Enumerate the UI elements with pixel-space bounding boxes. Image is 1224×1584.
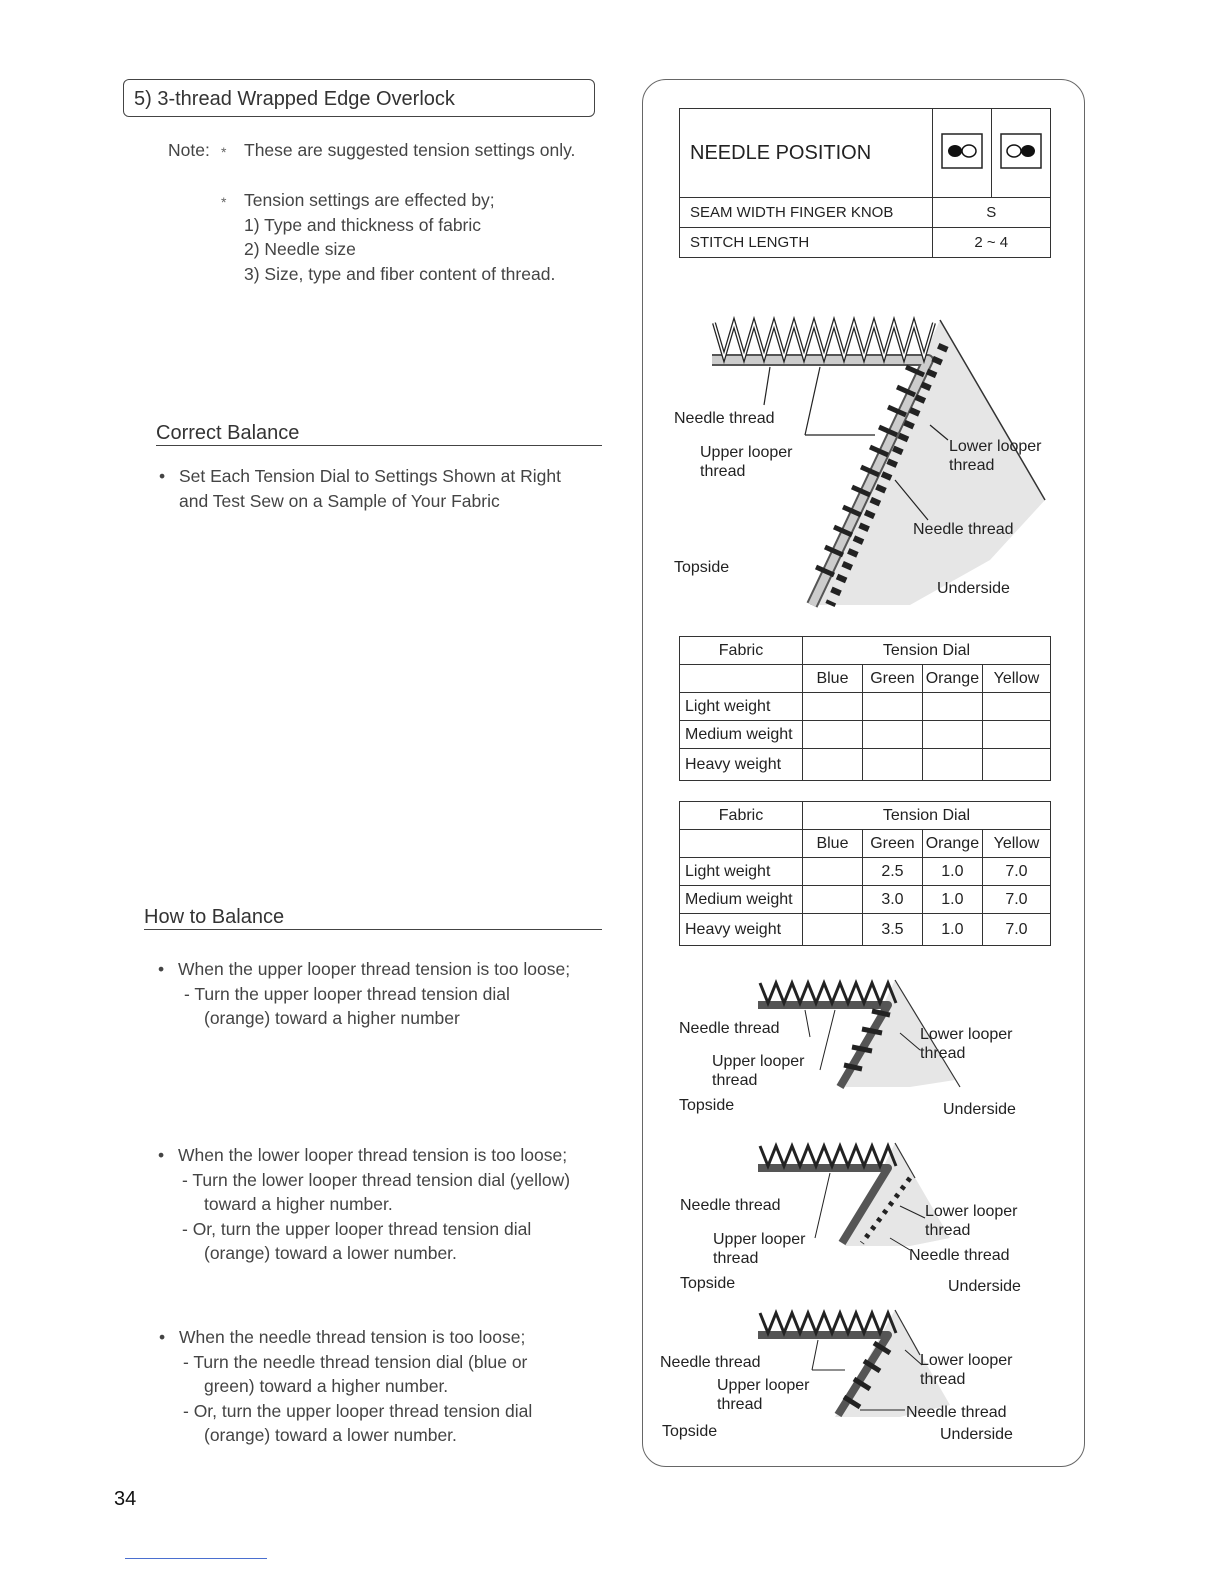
correct-balance-line-1: Set Each Tension Dial to Settings Shown at Right (179, 466, 561, 486)
table1-dial-header: Tension Dial (802, 637, 1050, 665)
d3-lower-looper-line-1: Lower looper (920, 1352, 1013, 1369)
table1-fabric-header: Fabric (680, 637, 803, 665)
d1-lower-looper-line-2: thread (920, 1045, 966, 1062)
tension-table-values (679, 801, 1051, 946)
table2-cell (802, 914, 862, 946)
note-line-2: Tension settings are effected by; (244, 190, 495, 210)
d1-upper-looper-label (712, 1052, 805, 1090)
table1-cell (862, 721, 922, 749)
table2-col-yellow: Yellow (982, 830, 1050, 858)
note-item-2: 2) Needle size (244, 239, 356, 259)
table2-cell (802, 858, 862, 886)
table2-cell: 7.0 (982, 914, 1050, 946)
main-underside-label: Underside (937, 580, 1010, 597)
balance-item-2-line-2: toward a higher number. (204, 1194, 393, 1214)
correct-balance-heading: Correct Balance (156, 422, 602, 446)
correct-balance-line-2: and Test Sew on a Sample of Your Fabric (179, 490, 500, 511)
table2-fabric-header: Fabric (680, 802, 803, 830)
d3-needle-thread-label-2: Needle thread (906, 1404, 1007, 1421)
bullet-dot: • (159, 466, 166, 486)
d2-lower-looper-line-1: Lower looper (925, 1203, 1018, 1220)
d2-lower-looper-label (925, 1202, 1018, 1240)
d3-upper-looper-line-2: thread (717, 1396, 763, 1413)
d2-topside-label: Topside (680, 1275, 736, 1292)
d3-lower-looper-label (920, 1351, 1013, 1389)
note-line-1: These are suggested tension settings only. (244, 140, 576, 160)
table2-cell: 7.0 (982, 886, 1050, 914)
balance-item-3-line-4: (orange) toward a lower number. (204, 1425, 457, 1445)
table1-cell (982, 749, 1050, 781)
main-lower-looper-line-2: thread (949, 457, 995, 474)
table1-cell (802, 693, 862, 721)
note-item-3: 3) Size, type and fiber content of thread. (244, 264, 556, 284)
d2-upper-looper-line-2: thread (713, 1250, 759, 1267)
needle-settings-table (679, 108, 1051, 258)
table1-cell (802, 749, 862, 781)
table1-cell (922, 749, 982, 781)
d2-upper-looper-label (713, 1230, 806, 1268)
balance-item-1-line-1: - Turn the upper looper thread tension dial (184, 983, 510, 1004)
balance-item-2-bullet: When the lower looper thread tension is too loose; (178, 1145, 568, 1165)
balance-item-3-line-2: green) toward a higher number. (204, 1376, 449, 1396)
page-number: 34 (114, 1488, 137, 1510)
d2-lower-looper-line-2: thread (925, 1222, 971, 1239)
section-title: 5) 3-thread Wrapped Edge Overlock (134, 88, 455, 110)
stitch-length-value: 2 ~ 4 (932, 228, 1050, 258)
table2-dial-header: Tension Dial (802, 802, 1050, 830)
d3-topside-label: Topside (662, 1423, 718, 1440)
table2-cell: 2.5 (862, 858, 922, 886)
d3-needle-thread-label: Needle thread (660, 1354, 761, 1371)
table2-cell: 3.0 (862, 886, 922, 914)
main-upper-looper-line-2: thread (700, 463, 746, 480)
table1-cell (802, 721, 862, 749)
seam-width-label: SEAM WIDTH FINGER KNOB (680, 198, 933, 228)
seam-width-value: S (932, 198, 1050, 228)
main-upper-looper-label (700, 443, 793, 481)
note-label: Note: (168, 140, 210, 160)
table2-cell: 3.5 (862, 914, 922, 946)
d3-underside-label: Underside (940, 1426, 1013, 1443)
table1-cell (862, 749, 922, 781)
note-star-1: * (221, 144, 227, 160)
table1-cell (982, 693, 1050, 721)
table1-cell (922, 693, 982, 721)
table1-col-orange: Orange (922, 665, 982, 693)
table2-col-blue: Blue (802, 830, 862, 858)
note-star-2: * (221, 194, 227, 210)
table2-cell: 1.0 (922, 886, 982, 914)
table1-col-yellow: Yellow (982, 665, 1050, 693)
bullet-dot: • (158, 1145, 165, 1165)
needle-right-icon (1000, 133, 1042, 169)
section-title-box (123, 79, 595, 117)
d1-lower-looper-label (920, 1025, 1013, 1063)
main-upper-looper-line-1: Upper looper (700, 444, 793, 461)
how-to-balance-heading: How to Balance (144, 906, 602, 930)
table2-empty-cell (680, 830, 803, 858)
d1-upper-looper-line-1: Upper looper (712, 1053, 805, 1070)
balance-item-2-line-4: (orange) toward a lower number. (204, 1243, 457, 1263)
bullet-dot: • (159, 1327, 166, 1347)
d1-underside-label: Underside (943, 1101, 1016, 1118)
table1-cell (922, 721, 982, 749)
needle-left-cell (932, 109, 991, 198)
table1-empty-cell (680, 665, 803, 693)
footer-line (125, 1558, 267, 1559)
balance-item-1-line-2: (orange) toward a higher number (204, 1008, 460, 1028)
d1-lower-looper-line-1: Lower looper (920, 1026, 1013, 1043)
needle-left-icon (941, 133, 983, 169)
balance-item-2-line-1: - Turn the lower looper thread tension dial (yellow) (182, 1169, 571, 1190)
d2-needle-thread-label-2: Needle thread (909, 1247, 1010, 1264)
balance-item-3-line-3: - Or, turn the upper looper thread tension dial (183, 1400, 533, 1421)
balance-item-1 (158, 957, 608, 1031)
stitch-length-label: STITCH LENGTH (680, 228, 933, 258)
d3-upper-looper-label (717, 1376, 810, 1414)
table1-row-label: Heavy weight (680, 749, 803, 781)
table2-row-label: Medium weight (680, 886, 803, 914)
needle-right-cell (991, 109, 1050, 198)
table2-col-orange: Orange (922, 830, 982, 858)
table2-cell (802, 886, 862, 914)
d3-upper-looper-line-1: Upper looper (717, 1377, 810, 1394)
correct-balance-bullet (159, 464, 561, 513)
d3-lower-looper-line-2: thread (920, 1371, 966, 1388)
balance-item-3-bullet: When the needle thread tension is too loose; (179, 1327, 526, 1347)
balance-item-2 (158, 1143, 571, 1266)
main-lower-looper-label (949, 437, 1042, 475)
d1-upper-looper-line-2: thread (712, 1072, 758, 1089)
table2-cell: 1.0 (922, 858, 982, 886)
table1-row-label: Medium weight (680, 721, 803, 749)
table1-cell (982, 721, 1050, 749)
table1-row-label: Light weight (680, 693, 803, 721)
needle-position-label: NEEDLE POSITION (680, 109, 933, 198)
balance-item-2-line-3: - Or, turn the upper looper thread tension dial (182, 1218, 532, 1239)
main-topside-label: Topside (674, 559, 730, 576)
main-needle-thread-label-2: Needle thread (913, 521, 1014, 538)
d2-needle-thread-label: Needle thread (680, 1197, 781, 1214)
d2-upper-looper-line-1: Upper looper (713, 1231, 806, 1248)
table2-cell: 7.0 (982, 858, 1050, 886)
table2-cell: 1.0 (922, 914, 982, 946)
tension-table-blank (679, 636, 1051, 781)
table1-col-green: Green (862, 665, 922, 693)
d1-needle-thread-label: Needle thread (679, 1020, 780, 1037)
table2-row-label: Heavy weight (680, 914, 803, 946)
note-item-1: 1) Type and thickness of fabric (244, 215, 482, 235)
table2-row-label: Light weight (680, 858, 803, 886)
d1-topside-label: Topside (679, 1097, 735, 1114)
balance-item-3 (159, 1325, 533, 1448)
table1-cell (862, 693, 922, 721)
balance-item-3-line-1: - Turn the needle thread tension dial (blue or (183, 1351, 528, 1372)
main-lower-looper-line-1: Lower looper (949, 438, 1042, 455)
d2-underside-label: Underside (948, 1278, 1021, 1295)
table2-col-green: Green (862, 830, 922, 858)
balance-item-1-bullet: When the upper looper thread tension is too loose; (178, 959, 571, 979)
table1-col-blue: Blue (802, 665, 862, 693)
main-needle-thread-label: Needle thread (674, 410, 775, 427)
bullet-dot: • (158, 959, 165, 979)
